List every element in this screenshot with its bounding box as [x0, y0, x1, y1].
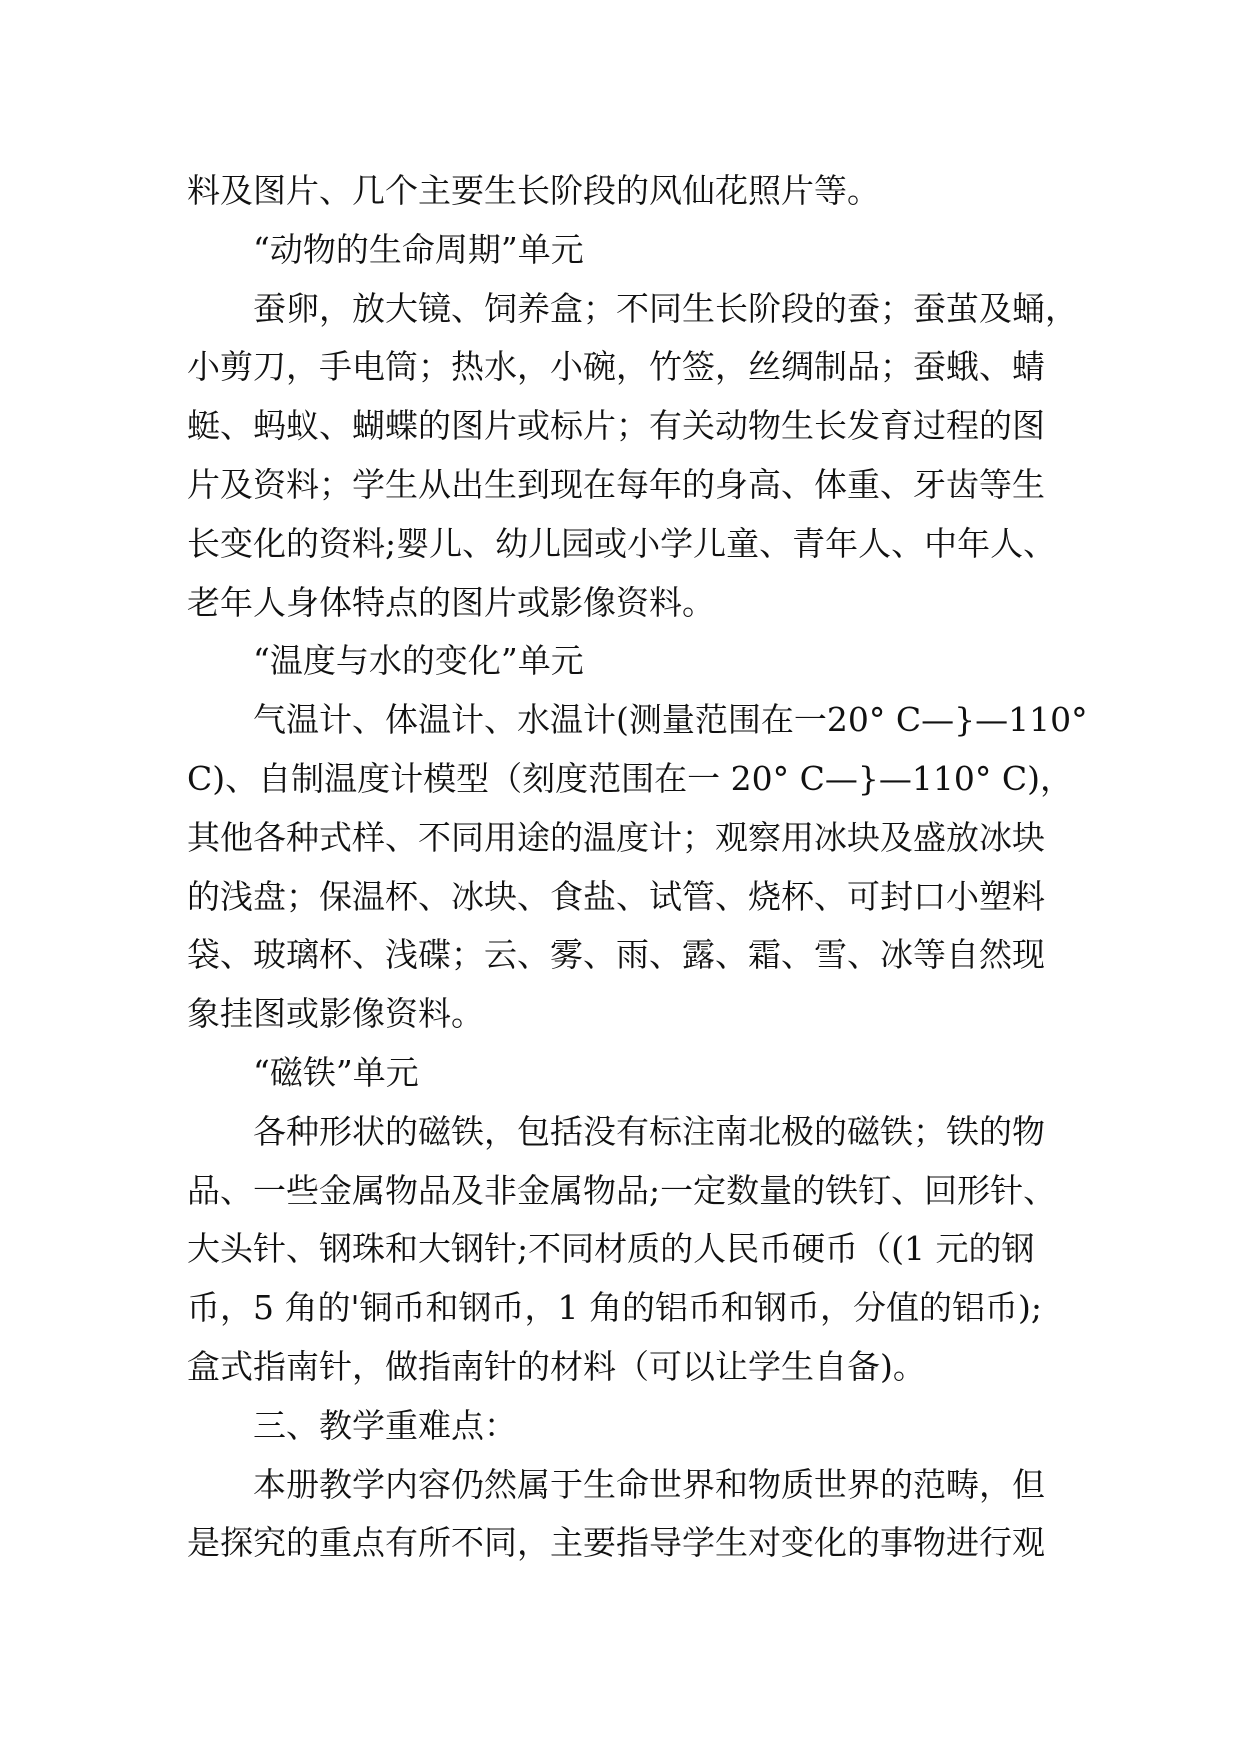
paragraph-line: 品、一些金属物品及非金属物品;一定数量的铁钉、回形针、	[187, 1170, 1057, 1210]
unit-heading-temperature-water: “温度与水的变化”单元	[253, 641, 584, 681]
paragraph-line: 本册教学内容仍然属于生命世界和物质世界的范畴，但	[253, 1464, 1045, 1504]
paragraph-line: 是探究的重点有所不同，主要指导学生对变化的事物进行观	[187, 1523, 1045, 1563]
paragraph-line: 老年人身体特点的图片或影像资料。	[187, 582, 715, 622]
document-body	[187, 162, 1088, 1573]
paragraph-line: 各种形状的磁铁，包括没有标注南北极的磁铁；铁的物	[253, 1111, 1045, 1151]
paragraph-line: 大头针、钢珠和大钢针;不同材质的人民币硬币（(1 元的钢	[187, 1229, 1035, 1269]
paragraph-line: 气温计、体温计、水温计(测量范围在一20° C—}—110°	[253, 700, 1088, 740]
paragraph-line: 盒式指南针，做指南针的材料（可以让学生自备)。	[187, 1346, 926, 1386]
paragraph-line: 蚕卵，放大镜、饲养盒；不同生长阶段的蚕；蚕茧及蛹，	[253, 288, 1078, 328]
unit-heading-animal-life-cycle: “动物的生命周期”单元	[253, 229, 584, 269]
paragraph-line: 片及资料；学生从出生到现在每年的身高、体重、牙齿等生	[187, 464, 1045, 504]
paragraph-line: C)、自制温度计模型（刻度范围在一 20° C—}—110° C)，	[187, 758, 1073, 798]
section-heading-teaching-focus: 三、教学重难点：	[253, 1405, 517, 1445]
paragraph-line: 象挂图或影像资料。	[187, 994, 484, 1034]
paragraph-line: 的浅盘；保温杯、冰块、食盐、试管、烧杯、可封口小塑料	[187, 876, 1045, 916]
paragraph-line: 袋、玻璃杯、浅碟；云、雾、雨、露、霜、雪、冰等自然现	[187, 935, 1045, 975]
paragraph-line: 币，5 角的'铜币和钢币，1 角的铝币和钢币，分值的铝币);	[187, 1288, 1043, 1328]
paragraph-line: 蜓、蚂蚁、蝴蝶的图片或标片；有关动物生长发育过程的图	[187, 406, 1045, 446]
unit-heading-magnet: “磁铁”单元	[253, 1052, 419, 1092]
paragraph-line: 小剪刀，手电筒；热水，小碗，竹签，丝绸制品；蚕蛾、蜻	[187, 347, 1045, 387]
paragraph-line: 长变化的资料;婴儿、幼儿园或小学儿童、青年人、中年人、	[187, 523, 1057, 563]
paragraph-line: 其他各种式样、不同用途的温度计；观察用冰块及盛放冰块	[187, 817, 1045, 857]
paragraph-line: 料及图片、几个主要生长阶段的风仙花照片等。	[187, 171, 880, 210]
